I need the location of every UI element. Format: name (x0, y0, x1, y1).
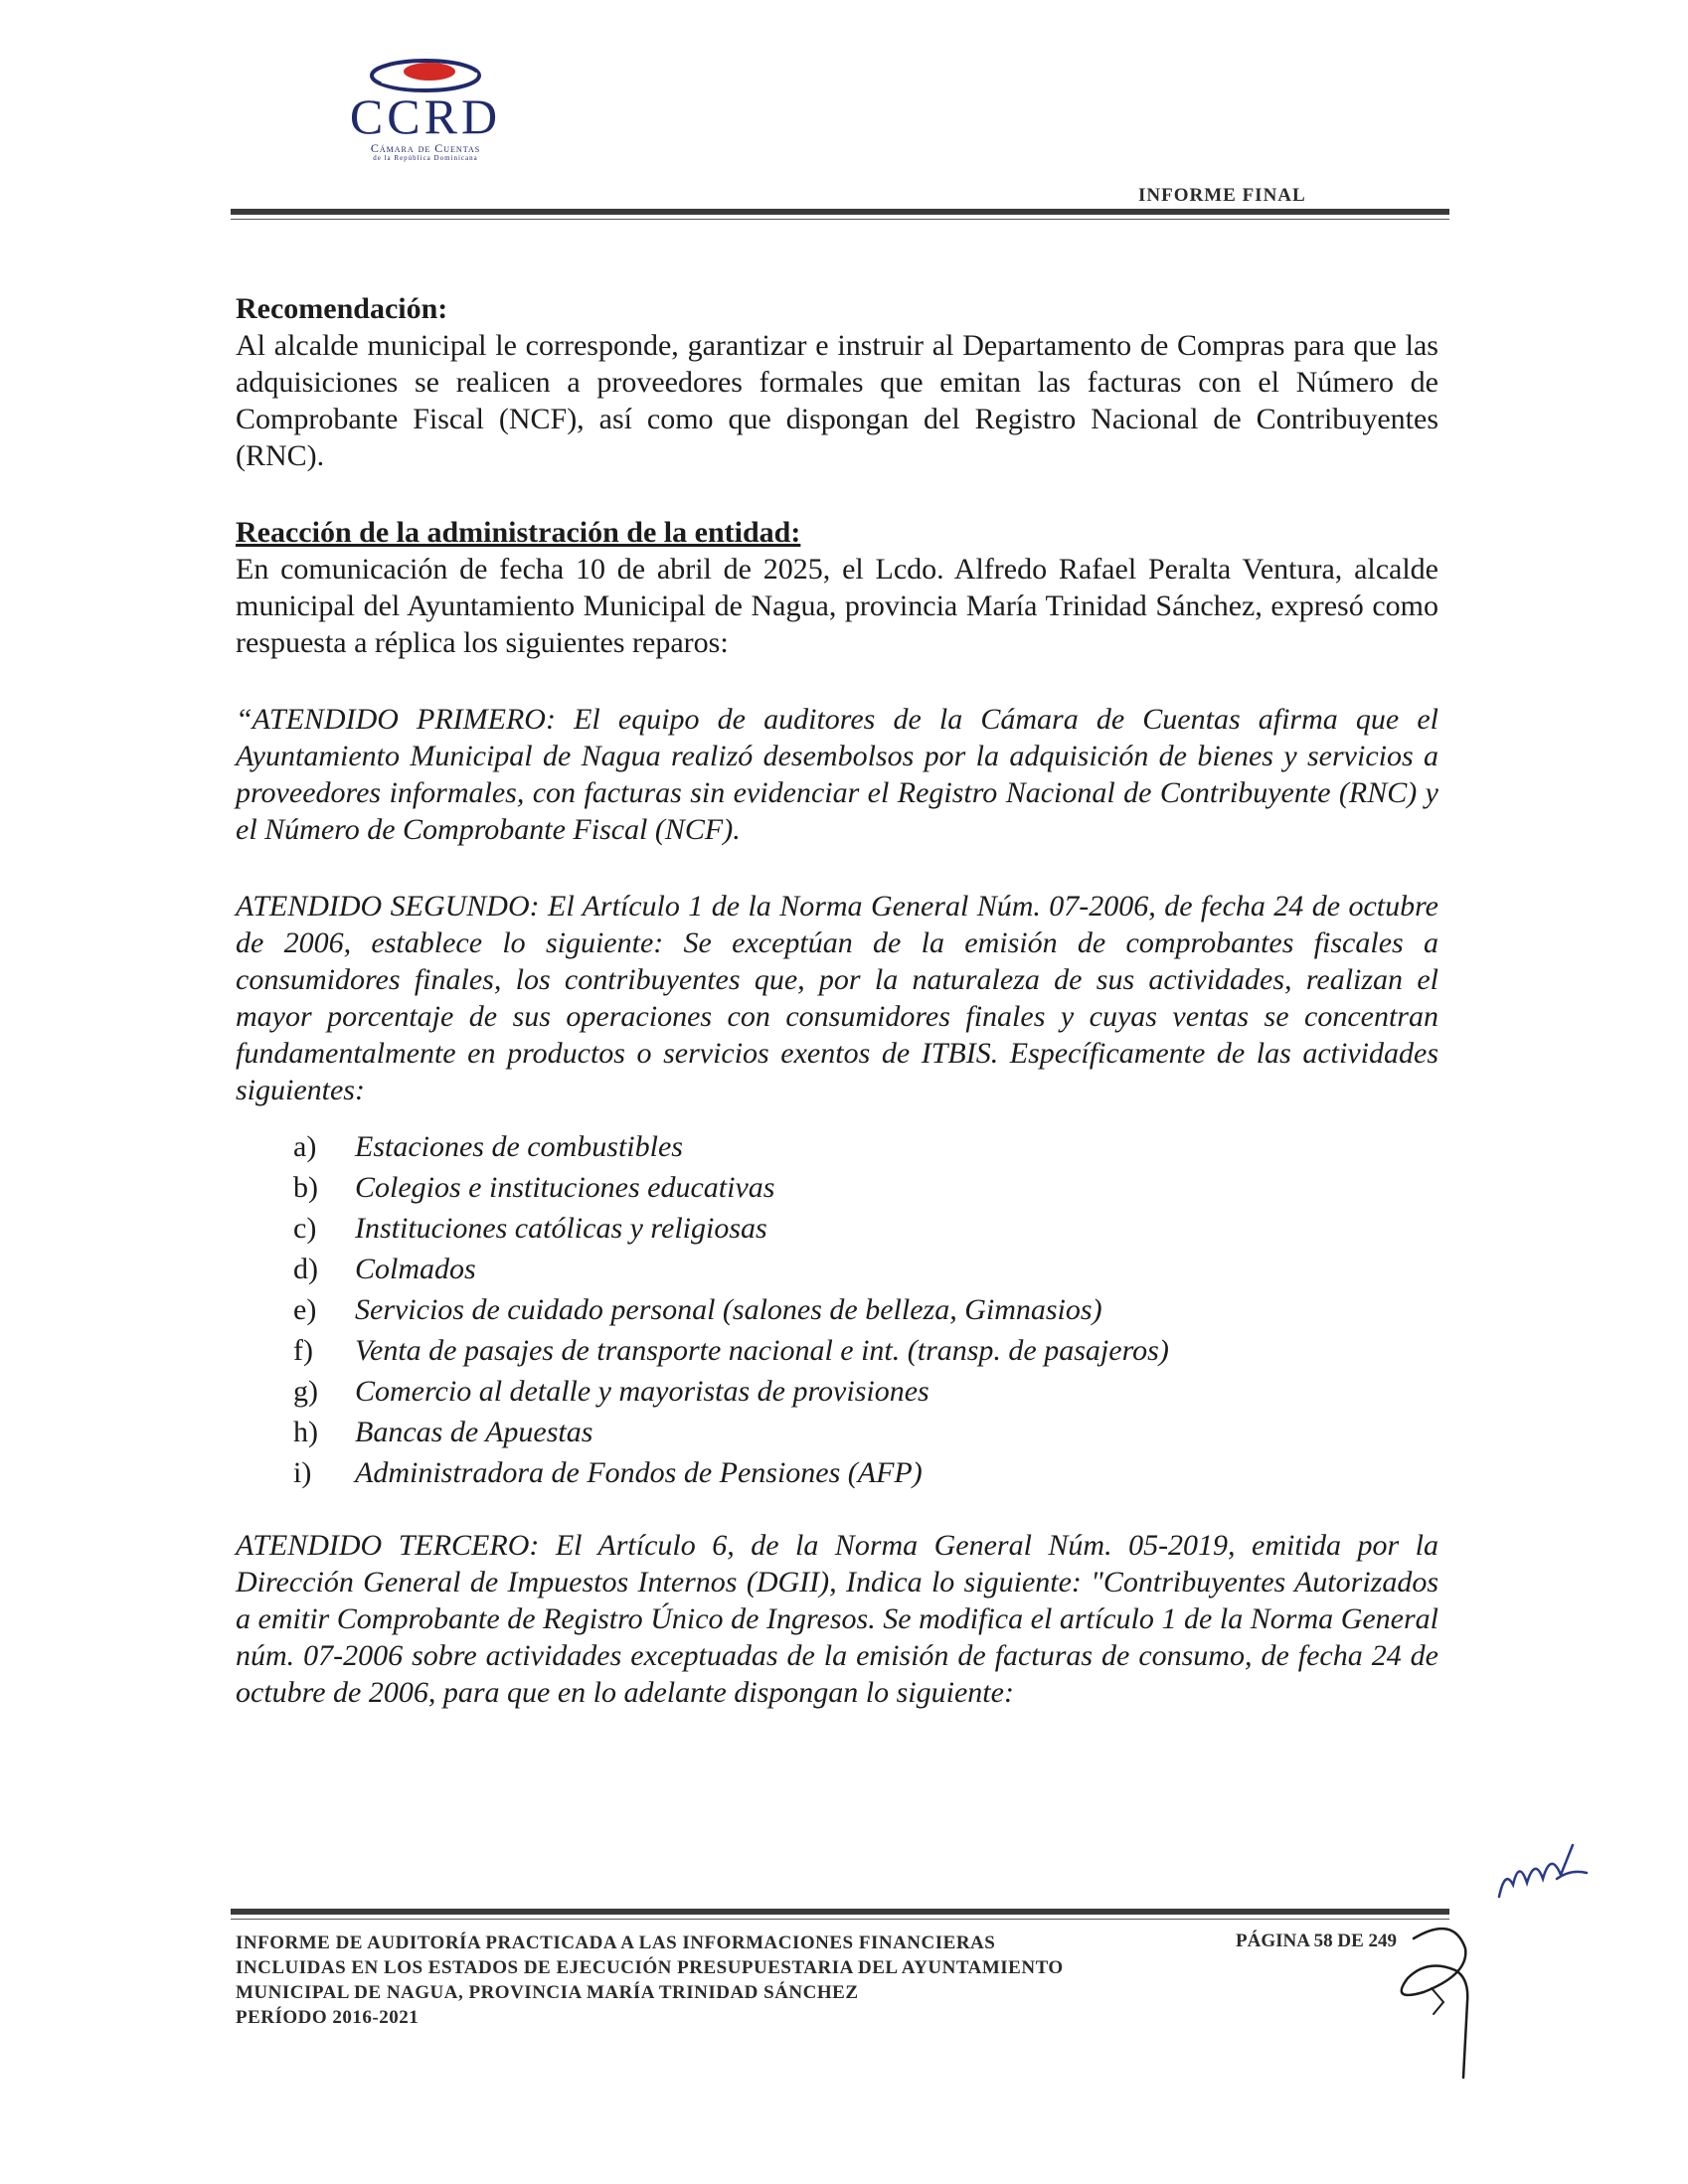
atendido-tercero: ATENDIDO TERCERO: El Artículo 6, de la Norma General Núm. 05-2019, emitida por la Dirección General de Impuestos Internos (DGII), Indica lo siguiente: "Contribuyentes Autorizados a emitir Comprobante de Registro Único de Ingresos. Se modifica el artículo 1 de la Norma General núm. 07-2006 sobre actividades exceptuadas de la emisión de facturas de consumo, de fecha 24 de octubre de 2006, para que en lo adelante dispongan lo siguiente: (236, 1529, 1438, 1709)
page-number: PÁGINA 58 DE 249 (1236, 1931, 1398, 1951)
list-item: c) Instituciones católicas y religiosas (293, 1212, 767, 1245)
logo-line-1: Cámara de Cuentas (370, 141, 481, 155)
list-item: d) Colmados (293, 1253, 476, 1285)
list-item: h) Bancas de Apuestas (293, 1416, 593, 1448)
reaccion-text: En comunicación de fecha 10 de abril de 2025, el Lcdo. Alfredo Rafael Peralta Ventura, alcalde municipal del Ayuntamiento Municipal de Nagua, provincia María Trinidad Sánchez, expresó como respuesta a réplica los siguientes reparos: (236, 553, 1438, 659)
logo-line-2: de la República Dominicana (373, 154, 478, 162)
recomendacion-text: Al alcalde municipal le corresponde, garantizar e instruir al Departamento de Compras para que las adquisiciones se realicen a proveedores formales que emitan las facturas con el Número de Comprobante Fiscal (NCF), así como que dispongan del Registro Nacional de Contribuyentes (RNC). (236, 329, 1438, 472)
header-label: INFORME FINAL (1138, 185, 1306, 206)
handwritten-initials-icon (1491, 1839, 1610, 1909)
list-item: a) Estaciones de combustibles (293, 1130, 683, 1163)
reaccion-section (236, 514, 1438, 661)
reaccion-heading: Reacción de la administración de la entidad: (236, 516, 801, 549)
ccrd-logo (310, 52, 541, 169)
header-rule-thick (231, 209, 1449, 215)
list-item: g) Comercio al detalle y mayoristas de provisiones (293, 1375, 929, 1408)
logo-acronym: CCRD (349, 88, 502, 144)
activities-list (236, 1126, 1438, 1493)
quoted-reply (236, 701, 1438, 1711)
page-content (236, 290, 1438, 1711)
atendido-segundo: ATENDIDO SEGUNDO: El Artículo 1 de la Norma General Núm. 07-2006, de fecha 24 de octubre de 2006, establece lo siguiente: Se exceptúan de la emisión de comprobantes fiscales a consumidores finales, los contribuyentes que, por la naturaleza de sus actividades, realizan el mayor porcentaje de sus operaciones con consumidores finales y cuyas ventas se concentran fundamentalmente en productos o servicios exentos de ITBIS. Específicamente de las actividades siguientes: (236, 890, 1438, 1106)
list-item: i) Administradora de Fondos de Pensiones (AFP) (293, 1456, 923, 1489)
recomendacion-section (236, 290, 1438, 474)
list-item: b) Colegios e instituciones educativas (293, 1171, 775, 1204)
list-item: e) Servicios de cuidado personal (salones de belleza, Gimnasios) (293, 1293, 1102, 1326)
handwritten-signature-icon (1384, 1919, 1523, 2088)
footer-rule-thin (231, 1919, 1449, 1920)
recomendacion-heading: Recomendación: (236, 292, 448, 325)
list-item: f) Venta de pasajes de transporte nacional e int. (transp. de pasajeros) (293, 1334, 1169, 1367)
atendido-primero: “ATENDIDO PRIMERO: El equipo de auditores de la Cámara de Cuentas afirma que el Ayuntamiento Municipal de Nagua realizó desembolsos por la adquisición de bienes y servicios a proveedores informales, con facturas sin evidenciar el Registro Nacional de Contribuyente (RNC) y el Número de Comprobante Fiscal (NCF). (236, 703, 1438, 846)
footer-title: INFORME DE AUDITORÍA PRACTICADA A LAS INFORMACIONES FINANCIERAS INCLUIDAS EN LOS ESTADOS DE EJECUCIÓN PRESUPUESTARIA DEL AYUNTAMIENTO MUNICIPAL DE NAGUA, PROVINCIA MARÍA TRINIDAD SÁNCHEZ PERÍODO 2016-2021 (236, 1932, 1064, 2028)
footer-rule-thick (231, 1909, 1449, 1915)
header-rule-thin (231, 219, 1449, 220)
